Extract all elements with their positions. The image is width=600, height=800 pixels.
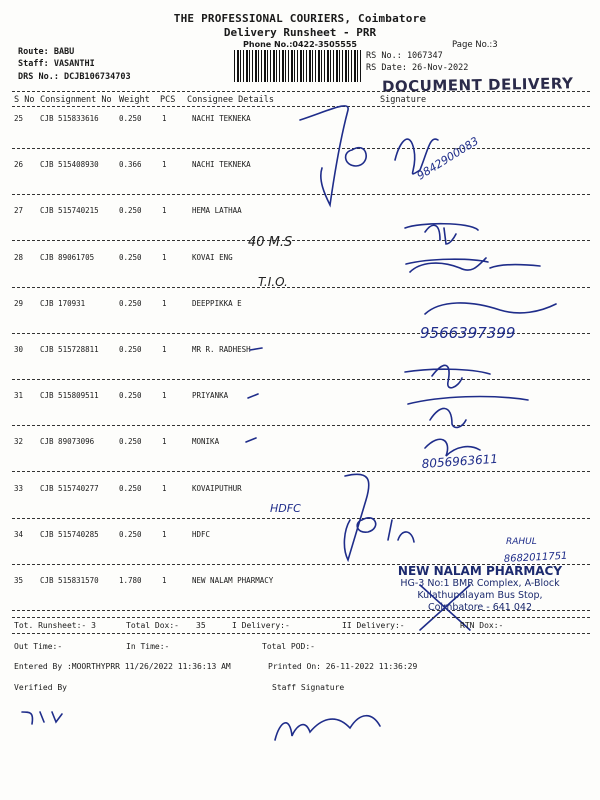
document-delivery-stamp: DOCUMENT DELIVERY	[381, 74, 574, 96]
total-runsheet: Tot. Runsheet:- 3	[14, 621, 96, 630]
total-dox-value: 35	[196, 621, 206, 630]
row-pcs: 1	[162, 483, 167, 493]
tick-marks	[246, 348, 262, 442]
row-pcs: 1	[162, 160, 167, 170]
staff: Staff: VASANTHI	[18, 59, 95, 69]
hw-note-33: HDFC	[270, 502, 301, 515]
row-consignment: CJB 515809511	[40, 391, 99, 401]
row-pcs: 1	[162, 114, 167, 123]
rs-date: RS Date: 26-Nov-2022	[366, 63, 469, 73]
signature-31	[430, 408, 466, 427]
col-sno: S No	[14, 95, 35, 105]
col-weight: Weight	[119, 95, 150, 105]
row-consignee: DEEPPIKKA E	[192, 298, 242, 308]
row-weight: 0.250	[119, 206, 142, 216]
col-consignment: Consignment No	[40, 95, 112, 105]
row-consignment: CJB 515833616	[40, 114, 99, 123]
row-sno: 32	[14, 437, 24, 447]
row-consignment: CJB 515831570	[40, 576, 99, 585]
row-consignee: NEW NALAM PHARMACY	[192, 576, 274, 585]
row-pcs: 1	[162, 391, 167, 401]
row-consignment: CJB 515728811	[40, 345, 99, 354]
route: Route: BABU	[18, 47, 75, 57]
drs-number: DRS No.: DCJB106734703	[18, 72, 131, 82]
pharmacy-stamp-line2: Kulathupalayam Bus Stop,	[417, 590, 543, 601]
row-consignee: MR R. RADHESH	[192, 345, 251, 354]
hw-phone-34: 8682011751	[503, 550, 568, 565]
company-name: THE PROFESSIONAL COURIERS, Coimbatore	[173, 12, 427, 25]
signature-scribble-25	[300, 106, 348, 205]
row-sno: 27	[14, 206, 24, 216]
row-consignment: CJB 515740285	[40, 529, 99, 539]
rs-number: RS No.: 1067347	[366, 51, 443, 61]
row-consignment: CJB 89073096	[40, 437, 95, 447]
row-consignment: CJB 89061705	[40, 252, 95, 262]
verified-by: Verified By	[14, 683, 67, 692]
row-consignee: HEMA LATHAA	[192, 206, 242, 216]
row-weight: 0.250	[119, 252, 142, 262]
row-pcs: 1	[162, 576, 167, 585]
strike-31	[408, 397, 528, 404]
total-dox-label: Total Dox:-	[126, 621, 179, 630]
staff-signature-ink	[275, 716, 380, 740]
strike-30	[405, 369, 490, 374]
row-weight: 0.250	[119, 391, 142, 401]
hw-note-28: T.I.O.	[258, 275, 288, 289]
row-consignee: PRIYANKA	[192, 391, 229, 401]
row-sno: 31	[14, 391, 24, 401]
row-pcs: 1	[162, 437, 167, 447]
verified-signature	[22, 712, 62, 724]
row-pcs: 1	[162, 298, 167, 308]
in-time: In Time:-	[126, 642, 170, 651]
out-time: Out Time:-	[14, 642, 63, 651]
strike-27	[405, 224, 478, 230]
hw-phone-26: 9842900083	[414, 134, 481, 183]
row-sno: 25	[14, 114, 24, 123]
row-weight: 0.250	[119, 529, 142, 539]
signature-circle-26	[346, 148, 367, 166]
row-sno: 34	[14, 529, 24, 539]
row-sno: 30	[14, 345, 24, 354]
i-delivery: I Delivery:-	[232, 621, 290, 630]
row-pcs: 1	[162, 252, 167, 262]
row-consignee: NACHI TEKNEKA	[192, 114, 251, 123]
row-sno: 29	[14, 298, 24, 308]
pharmacy-stamp-name: NEW NALAM PHARMACY	[397, 564, 563, 578]
signature-34	[388, 520, 414, 542]
signature-29	[425, 303, 556, 314]
phone-number: Phone No.:0422-3505555	[243, 40, 357, 49]
signature-scribble-33	[344, 474, 368, 560]
row-weight: 0.250	[119, 483, 142, 493]
hw-phone-32: 8056963611	[421, 451, 499, 471]
row-consignee: NACHI TEKNEKA	[192, 160, 251, 170]
row-weight: 0.250	[119, 298, 142, 308]
row-pcs: 1	[162, 345, 167, 354]
runsheet-title: Delivery Runsheet - PRR	[223, 26, 377, 39]
row-weight: 1.780	[119, 576, 142, 585]
col-pcs: PCS	[160, 95, 176, 105]
signature-circle-34	[357, 518, 375, 532]
row-consignee: MONIKA	[192, 437, 220, 447]
row-weight: 0.250	[119, 437, 142, 447]
row-pcs: 1	[162, 529, 167, 539]
row-weight: 0.366	[119, 160, 142, 170]
strike-28	[406, 259, 488, 264]
row-pcs: 1	[162, 206, 167, 216]
printed-on: Printed On: 26-11-2022 11:36:29	[268, 662, 418, 671]
row-sno: 28	[14, 252, 24, 262]
row-consignment: CJB 170931	[40, 298, 86, 308]
hw-phone-29: 9566397399	[420, 324, 516, 342]
row-sno: 35	[14, 576, 24, 585]
hw-name-34: RAHUL	[506, 537, 537, 547]
total-pod: Total POD:-	[262, 642, 315, 651]
rtn-dox: RTN Dox:-	[460, 621, 504, 630]
row-consignee: HDFC	[192, 529, 211, 539]
row-consignment: CJB 515740277	[40, 483, 99, 493]
col-consignee: Consignee Details	[187, 95, 274, 105]
ii-delivery: II Delivery:-	[342, 621, 405, 630]
hw-note-27: 40 M.S	[248, 235, 293, 250]
entered-by: Entered By :MOORTHYPRR 11/26/2022 11:36:13 AM	[14, 662, 231, 671]
staff-signature-label: Staff Signature	[272, 683, 345, 692]
row-weight: 0.250	[119, 114, 142, 123]
signature-27	[425, 225, 456, 244]
page-number: Page No.:3	[452, 40, 498, 50]
row-consignee: KOVAI ENG	[192, 252, 233, 262]
row-weight: 0.250	[119, 345, 142, 354]
row-sno: 26	[14, 160, 24, 170]
row-consignee: KOVAIPUTHUR	[192, 483, 242, 493]
row-consignment: CJB 515408930	[40, 160, 99, 170]
row-consignment: CJB 515740215	[40, 206, 99, 216]
pharmacy-stamp-line1: HG-3 No:1 BMR Complex, A-Block	[400, 578, 560, 589]
pharmacy-stamp-line3: Coimbatore - 641 042	[427, 602, 533, 613]
col-signature: Signature	[380, 95, 427, 105]
row-sno: 33	[14, 483, 24, 493]
